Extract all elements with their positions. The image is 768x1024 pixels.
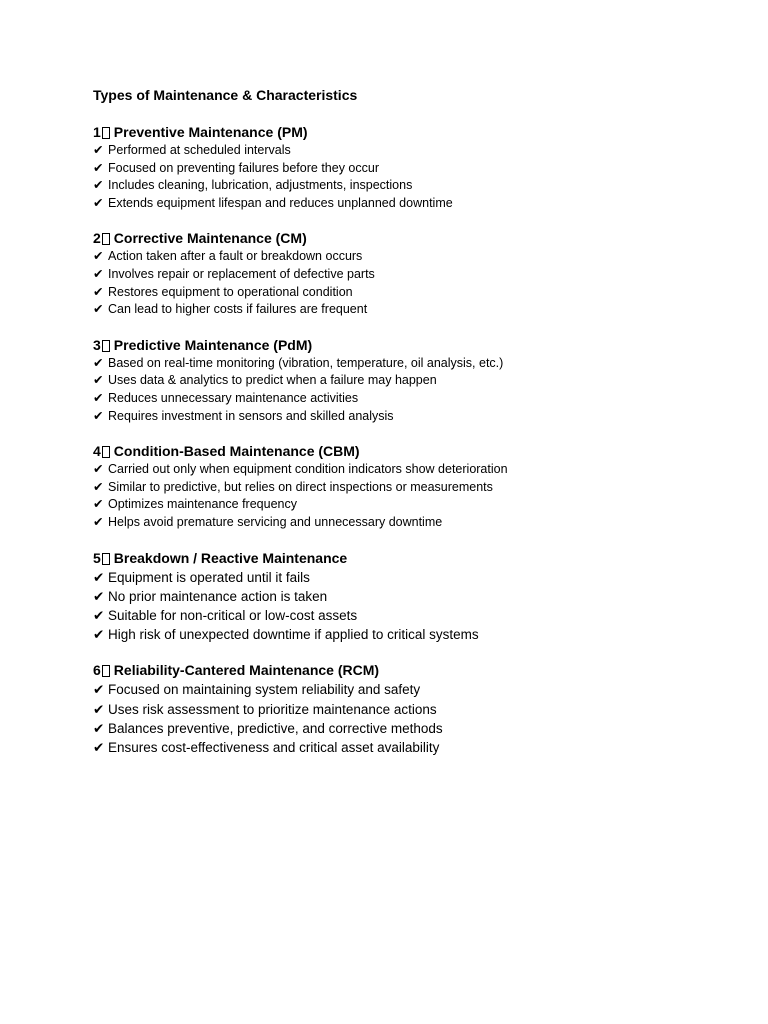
checkmark-icon: ✔ [93,143,104,157]
section-title: Reliability-Cantered Maintenance (RCM) [113,662,380,679]
section-title: Corrective Maintenance (CM) [113,230,307,247]
list-item [93,266,733,284]
list-item [93,461,733,479]
list-item [93,284,733,302]
checkmark-icon: ✔ [93,160,104,175]
checkmark-icon: ✔ [93,249,104,264]
list-item [93,248,733,266]
item-text: Suitable for non-critical or low-cost assets [108,607,358,623]
keycap-icon [102,553,110,565]
item-text: Involves repair or replacement of defective parts [108,266,375,281]
item-text: Equipment is operated until it fails [108,569,310,585]
item-text: Uses data & analytics to predict when a failure may happen [108,373,437,388]
section-corrective [93,229,733,318]
characteristics-list [93,568,733,645]
list-item [93,606,733,625]
item-text: Focused on maintaining system reliability and safety [108,682,421,698]
list-item [93,390,733,408]
checkmark-icon: ✔ [93,479,104,494]
keycap-icon [102,340,110,352]
checkmark-icon: ✔ [93,178,104,193]
item-text: Performed at scheduled intervals [108,143,291,157]
list-item [93,372,733,390]
section-number: 1 [93,124,101,140]
section-heading [93,123,733,141]
list-item [93,514,733,532]
section-title: Breakdown / Reactive Maintenance [113,549,348,566]
section-heading [93,661,733,679]
item-text: Can lead to higher costs if failures are frequent [108,302,368,317]
list-item [93,719,733,738]
item-text: Extends equipment lifespan and reduces unplanned downtime [108,195,453,210]
checkmark-icon: ✔ [93,373,104,388]
checkmark-icon: ✔ [93,627,105,643]
section-predictive [93,336,733,425]
list-item [93,301,733,319]
list-item [93,680,733,699]
characteristics-list [93,461,733,531]
checkmark-icon: ✔ [93,390,104,405]
checkmark-icon: ✔ [93,408,104,423]
keycap-icon [102,233,110,245]
checkmark-icon: ✔ [93,462,104,477]
characteristics-list [93,680,733,757]
item-text: Uses risk assessment to prioritize maintenance actions [108,701,437,717]
list-item [93,142,733,160]
checkmark-icon: ✔ [93,682,105,698]
checkmark-icon: ✔ [93,569,105,585]
section-breakdown [93,549,733,645]
checkmark-icon: ✔ [93,720,105,736]
section-title: Condition-Based Maintenance (CBM) [113,443,360,460]
section-number: 2 [93,230,101,247]
item-text: Similar to predictive, but relies on direct inspections or measurements [108,479,493,494]
section-condition-based [93,442,733,531]
section-reliability-centered [93,661,733,757]
keycap-icon [102,665,110,677]
item-text: Reduces unnecessary maintenance activities [108,390,359,405]
characteristics-list [93,355,733,425]
checkmark-icon: ✔ [93,266,104,281]
checkmark-icon: ✔ [93,701,105,717]
list-item [93,738,733,757]
list-item [93,496,733,514]
section-number: 5 [93,549,101,566]
section-number: 6 [93,662,101,679]
keycap-icon [102,127,110,139]
checkmark-icon: ✔ [93,195,104,210]
checkmark-icon: ✔ [93,497,104,512]
checkmark-icon: ✔ [93,355,104,370]
item-text: Restores equipment to operational condition [108,284,353,299]
section-number: 3 [93,336,101,353]
list-item [93,700,733,719]
item-text: No prior maintenance action is taken [108,588,328,604]
characteristics-list [93,142,733,212]
section-heading [93,442,733,460]
item-text: Helps avoid premature servicing and unnecessary downtime [108,514,443,529]
keycap-icon [102,446,110,458]
item-text: Based on real-time monitoring (vibration, temperature, oil analysis, etc.) [108,355,504,370]
list-item [93,587,733,606]
section-number: 4 [93,443,101,460]
item-text: Optimizes maintenance frequency [108,497,297,512]
checkmark-icon: ✔ [93,607,105,623]
section-title: Predictive Maintenance (PdM) [113,336,313,353]
list-item [93,479,733,497]
list-item [93,408,733,426]
section-preventive [93,123,733,212]
list-item [93,355,733,373]
list-item [93,177,733,195]
item-text: Includes cleaning, lubrication, adjustments, inspections [108,178,413,193]
checkmark-icon: ✔ [93,739,105,755]
checkmark-icon: ✔ [93,302,104,317]
checkmark-icon: ✔ [93,514,104,529]
section-heading [93,549,733,567]
item-text: Focused on preventing failures before they occur [108,160,379,175]
list-item [93,625,733,644]
list-item [93,568,733,587]
document-title: Types of Maintenance & Characteristics [93,87,358,103]
list-item [93,195,733,213]
characteristics-list [93,248,733,318]
item-text: Requires investment in sensors and skilled analysis [108,408,394,423]
checkmark-icon: ✔ [93,588,105,604]
section-heading [93,229,733,247]
item-text: High risk of unexpected downtime if applied to critical systems [108,627,479,643]
document-page [93,86,733,774]
section-heading [93,336,733,354]
item-text: Ensures cost-effectiveness and critical asset availability [108,739,440,755]
item-text: Action taken after a fault or breakdown occurs [108,249,363,264]
item-text: Carried out only when equipment condition indicators show deterioration [108,462,508,477]
item-text: Balances preventive, predictive, and corrective methods [108,720,443,736]
section-title: Preventive Maintenance (PM) [113,124,308,140]
checkmark-icon: ✔ [93,284,104,299]
list-item [93,160,733,178]
